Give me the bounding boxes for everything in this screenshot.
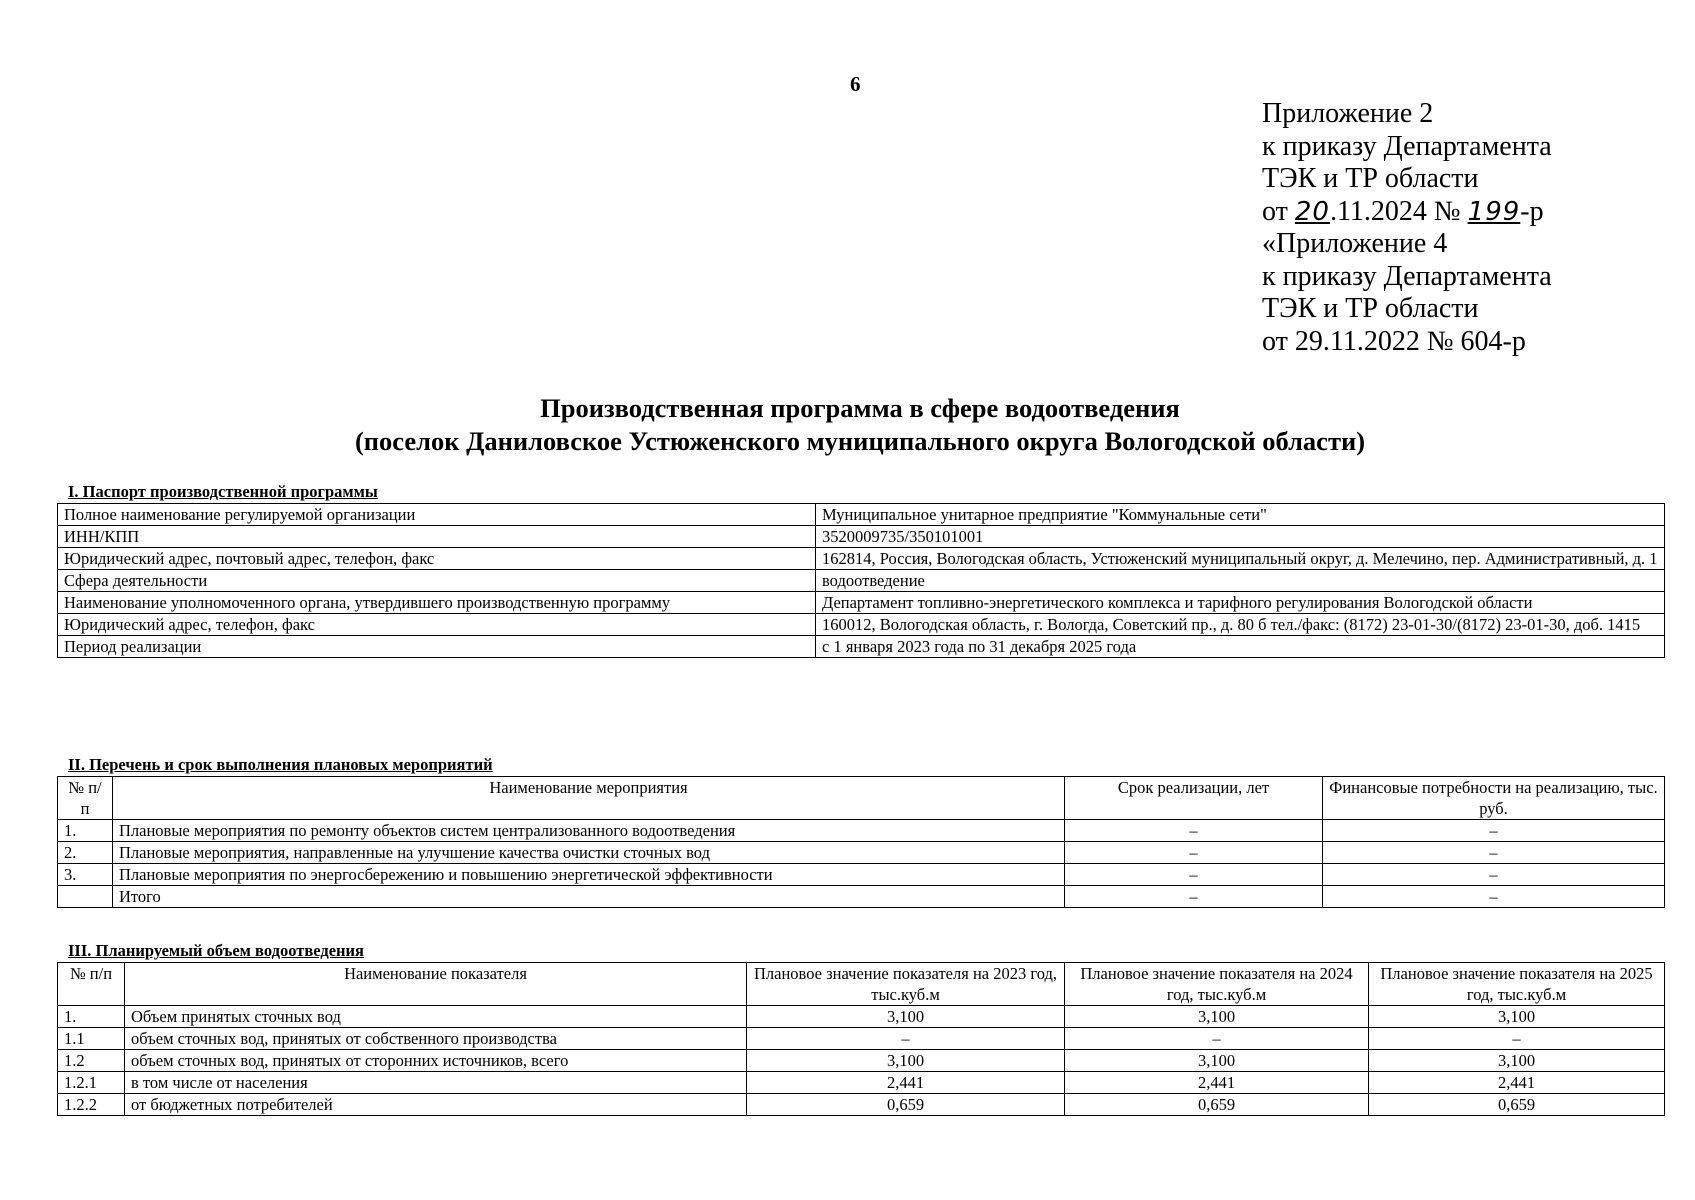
table-cell: 3,100: [1369, 1050, 1665, 1072]
appendix-date-line: [1262, 196, 1552, 229]
table-cell: –: [1065, 842, 1323, 864]
table-cell: –: [1065, 1028, 1369, 1050]
appendix-line: ТЭК и ТР области: [1262, 293, 1479, 324]
volume-table-body: [58, 1006, 1665, 1116]
volume-table: [57, 962, 1665, 1116]
table-cell: с 1 января 2023 года по 31 декабря 2025 года: [816, 636, 1665, 658]
table-cell: объем сточных вод, принятых от собственного производства: [125, 1028, 747, 1050]
table-cell: 2,441: [1369, 1072, 1665, 1094]
appendix-line: Приложение 2: [1262, 98, 1434, 129]
column-header: Срок реализации, лет: [1065, 777, 1323, 820]
column-header: № п/п: [58, 963, 125, 1006]
table-row: [58, 548, 1665, 570]
table-row: [58, 592, 1665, 614]
table-cell: 1.: [58, 1006, 125, 1028]
table-row: [58, 504, 1665, 526]
table-cell: 3520009735/350101001: [816, 526, 1665, 548]
table-row: [58, 1094, 1665, 1116]
section1-heading: I. Паспорт производственной программы: [68, 482, 378, 501]
table-row: [58, 526, 1665, 548]
table-cell: 3,100: [1369, 1006, 1665, 1028]
title-line: Производственная программа в сфере водоотведения: [540, 393, 1180, 423]
table-cell: Сфера деятельности: [58, 570, 816, 592]
page-number: 6: [850, 72, 861, 96]
table-cell: 3.: [58, 864, 113, 886]
table-cell: Плановые мероприятия по энергосбережению и повышению энергетической эффективности: [113, 864, 1065, 886]
table-cell: –: [1323, 820, 1665, 842]
table-cell: 162814, Россия, Вологодская область, Устюженский муниципальный округ, д. Мелечино, пер. Административный, д. 1: [816, 548, 1665, 570]
table-row: [58, 1072, 1665, 1094]
section2-heading: II. Перечень и срок выполнения плановых мероприятий: [68, 755, 493, 774]
table-row: [58, 570, 1665, 592]
table-header-row: [58, 963, 1665, 1006]
date-middle: .11.2024 №: [1329, 195, 1468, 227]
table-cell: 1.2.2: [58, 1094, 125, 1116]
table-row: [58, 820, 1665, 842]
appendix-block: [1262, 98, 1552, 358]
table-row: [58, 636, 1665, 658]
table-cell: 0,659: [1065, 1094, 1369, 1116]
table-row: [58, 1050, 1665, 1072]
table-cell: Объем принятых сточных вод: [125, 1006, 747, 1028]
table-cell: Итого: [113, 886, 1065, 908]
table-cell: Юридический адрес, почтовый адрес, телефон, факс: [58, 548, 816, 570]
measures-table: [57, 776, 1665, 908]
column-header: Финансовые потребности на реализацию, тыс. руб.: [1323, 777, 1665, 820]
date-prefix: от: [1262, 195, 1295, 227]
table-cell: водоотведение: [816, 570, 1665, 592]
table-cell: 1.2.1: [58, 1072, 125, 1094]
table-row: [58, 1006, 1665, 1028]
document-title: [0, 392, 1695, 458]
handwritten-day: 20: [1294, 196, 1330, 227]
appendix-line: «Приложение 4: [1262, 228, 1448, 259]
column-header: Наименование показателя: [125, 963, 747, 1006]
table-cell: объем сточных вод, принятых от сторонних источников, всего: [125, 1050, 747, 1072]
appendix-line: от 29.11.2022 № 604-р: [1262, 325, 1526, 357]
table-cell: Департамент топливно-энергетического комплекса и тарифного регулирования Вологодской области: [816, 592, 1665, 614]
table-cell: –: [747, 1028, 1065, 1050]
column-header: Плановое значение показателя на 2024 год, тыс.куб.м: [1065, 963, 1369, 1006]
table-cell: 2,441: [747, 1072, 1065, 1094]
table-cell: [58, 886, 113, 908]
column-header: Плановое значение показателя на 2023 год, тыс.куб.м: [747, 963, 1065, 1006]
table-cell: 2.: [58, 842, 113, 864]
table-cell: 3,100: [747, 1006, 1065, 1028]
table-cell: в том числе от населения: [125, 1072, 747, 1094]
appendix-line: ТЭК и ТР области: [1262, 163, 1479, 194]
table-cell: Наименование уполномоченного органа, утвердившего производственную программу: [58, 592, 816, 614]
table-cell: –: [1323, 842, 1665, 864]
table-cell: 160012, Вологодская область, г. Вологда, Советский пр., д. 80 б тел./факс: (8172) 23-01-30/(8172) 23-01-30, доб. 1415: [816, 614, 1665, 636]
title-line: (поселок Даниловское Устюженского муниципального округа Вологодской области): [354, 426, 1366, 456]
table-row: [58, 886, 1665, 908]
table-cell: –: [1369, 1028, 1665, 1050]
measures-table-body: [58, 820, 1665, 908]
table-cell: 1.: [58, 820, 113, 842]
table-cell: 3,100: [1065, 1050, 1369, 1072]
column-header: Наименование мероприятия: [113, 777, 1065, 820]
section3-heading: III. Планируемый объем водоотведения: [68, 941, 364, 960]
table-cell: Плановые мероприятия, направленные на улучшение качества очистки сточных вод: [113, 842, 1065, 864]
table-cell: 1.2: [58, 1050, 125, 1072]
table-cell: Полное наименование регулируемой организации: [58, 504, 816, 526]
table-cell: Муниципальное унитарное предприятие "Коммунальные сети": [816, 504, 1665, 526]
table-cell: 0,659: [747, 1094, 1065, 1116]
column-header: № п/п: [58, 777, 113, 820]
table-cell: 0,659: [1369, 1094, 1665, 1116]
table-cell: 1.1: [58, 1028, 125, 1050]
appendix-line: к приказу Департамента: [1262, 260, 1552, 292]
table-cell: Плановые мероприятия по ремонту объектов систем централизованного водоотведения: [113, 820, 1065, 842]
table-row: [58, 614, 1665, 636]
table-cell: от бюджетных потребителей: [125, 1094, 747, 1116]
date-suffix: -р: [1520, 195, 1544, 227]
table-cell: –: [1323, 886, 1665, 908]
table-cell: 2,441: [1065, 1072, 1369, 1094]
handwritten-number: 199: [1467, 196, 1521, 227]
table-cell: 3,100: [747, 1050, 1065, 1072]
table-row: [58, 864, 1665, 886]
table-cell: –: [1065, 886, 1323, 908]
passport-table: [57, 503, 1665, 658]
table-cell: Период реализации: [58, 636, 816, 658]
table-cell: ИНН/КПП: [58, 526, 816, 548]
passport-table-body: [58, 504, 1665, 658]
table-cell: –: [1323, 864, 1665, 886]
table-row: [58, 842, 1665, 864]
appendix-line: к приказу Департамента: [1262, 130, 1552, 162]
table-cell: –: [1065, 820, 1323, 842]
table-cell: 3,100: [1065, 1006, 1369, 1028]
table-cell: –: [1065, 864, 1323, 886]
table-cell: Юридический адрес, телефон, факс: [58, 614, 816, 636]
table-header-row: [58, 777, 1665, 820]
column-header: Плановое значение показателя на 2025 год, тыс.куб.м: [1369, 963, 1665, 1006]
table-row: [58, 1028, 1665, 1050]
